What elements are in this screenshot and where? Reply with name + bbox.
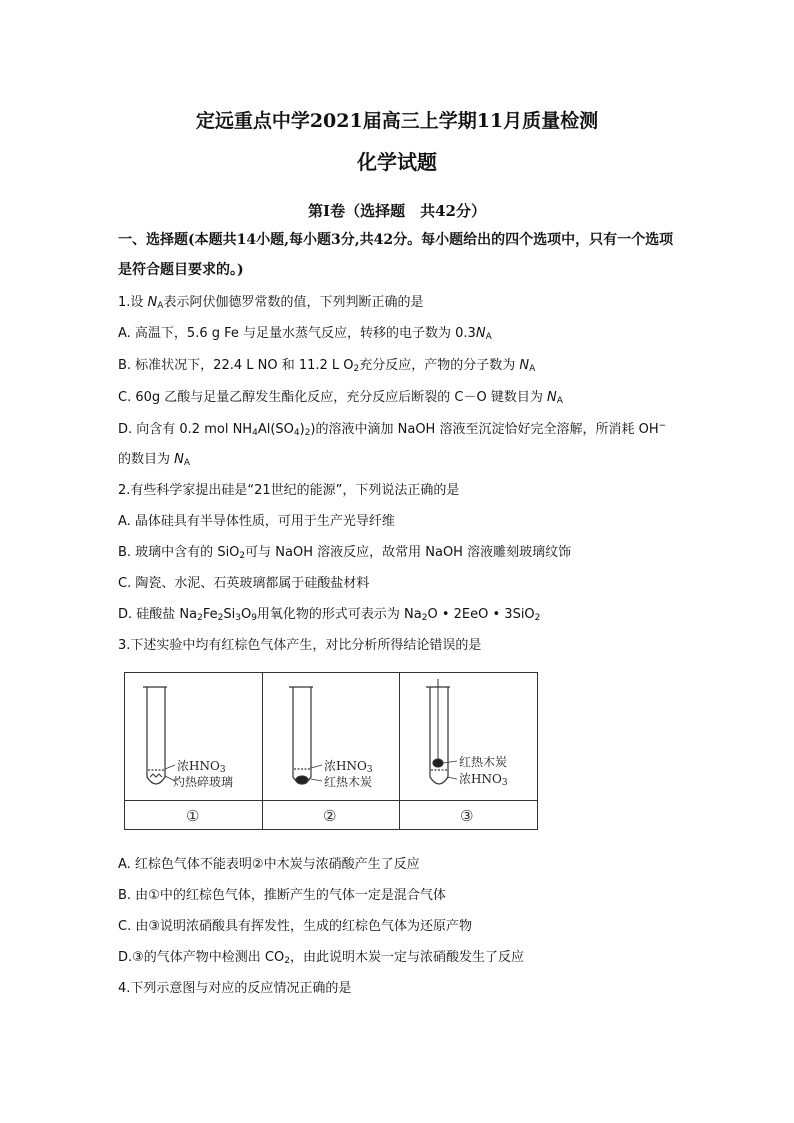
test-tube-3 — [426, 679, 457, 784]
figure-row-divider — [125, 800, 537, 801]
q1-option-d-line2: 的数目为 $N_A$ — [118, 452, 191, 468]
test-tube-1 — [143, 687, 175, 784]
figure-label-2: ② — [323, 807, 337, 825]
q2-option-c: C. 陶瓷、水泥、石英玻璃都属于硅酸盐材料 — [118, 576, 370, 591]
q4-stem: 4.下列示意图与对应的反应情况正确的是 — [118, 981, 352, 996]
q3-option-b: B. 由①中的红棕色气体，推断产生的气体一定是混合气体 — [118, 888, 446, 903]
experiment-figure — [124, 672, 538, 830]
tube2-label-charcoal: 红热木炭 — [324, 775, 373, 789]
test-tube-2 — [289, 687, 322, 784]
q1-option-c: C. 60g 乙酸与足量乙醇发生酯化反应，充分反应后断裂的 C－O 键数目为 $N_A$ — [118, 390, 563, 406]
instructions-line-1: 一、选择题(本题共14小题,每小题3分,共42分。每小题给出的四个选项中，只有一个选项 — [118, 232, 674, 248]
q3-option-d: D.③的气体产物中检测出 $CO_2$，由此说明木炭一定与浓硝酸发生了反应 — [118, 950, 524, 966]
q3-option-c: C. 由③说明浓硝酸具有挥发性，生成的红棕色气体为还原产物 — [118, 919, 472, 934]
q1-option-a: A. 高温下，5.6 g Fe 与足量水蒸气反应，转移的电子数为 $0.3N_A$ — [118, 326, 492, 342]
tube3-label-charcoal: 红热木炭 — [459, 755, 508, 769]
q1-option-d: D. 向含有 0.2 mol $NH_4Al(SO_4)_2$)的溶液中滴加 NaOH 溶液至沉淀恰好完全溶解，所消耗 OH− — [118, 421, 667, 438]
tube1-label-glass: 灼热碎玻璃 — [173, 775, 234, 789]
instructions-line-2: 是符合题目要求的。) — [118, 262, 244, 278]
section-title: 第Ⅰ卷（选择题 共42分） — [308, 202, 486, 220]
q2-option-d: D. 硅酸盐 $Na_2Fe_2Si_3O_9$用氧化物的形式可表示为 $Na_2O$ • 2EeO • 3SiO$_2$ — [118, 607, 541, 623]
figure-label-1: ① — [186, 807, 200, 825]
q3-option-a: A. 红棕色气体不能表明②中木炭与浓硝酸产生了反应 — [118, 857, 420, 872]
subject-title: 化学试题 — [357, 150, 437, 174]
q1-stem: 1.设 $N_A$表示阿伏伽德罗常数的值，下列判断正确的是 — [118, 295, 424, 311]
q3-stem: 3.下述实验中均有红棕色气体产生，对比分析所得结论错误的是 — [118, 638, 482, 653]
tube1-label-acid: 浓$HNO_3$ — [177, 759, 226, 775]
tube2-label-acid: 浓$HNO_3$ — [324, 759, 373, 775]
tube3-label-acid: 浓$HNO_3$ — [459, 772, 508, 788]
q1-option-b: B. 标准状况下，22.4 L NO 和 11.2 L $O_2$充分反应，产物的分子数为 $N_A$ — [118, 358, 536, 374]
exam-title: 定远重点中学2021届高三上学期11月质量检测 — [195, 110, 599, 132]
figure-label-3: ③ — [460, 807, 474, 825]
q2-option-a: A. 晶体硅具有半导体性质，可用于生产光导纤维 — [118, 514, 395, 529]
q2-stem: 2.有些科学家提出硅是“21世纪的能源”，下列说法正确的是 — [118, 483, 460, 498]
q2-option-b: B. 玻璃中含有的 SiO$_2$可与 NaOH 溶液反应，故常用 NaOH 溶液雕刻玻璃纹饰 — [118, 545, 572, 561]
